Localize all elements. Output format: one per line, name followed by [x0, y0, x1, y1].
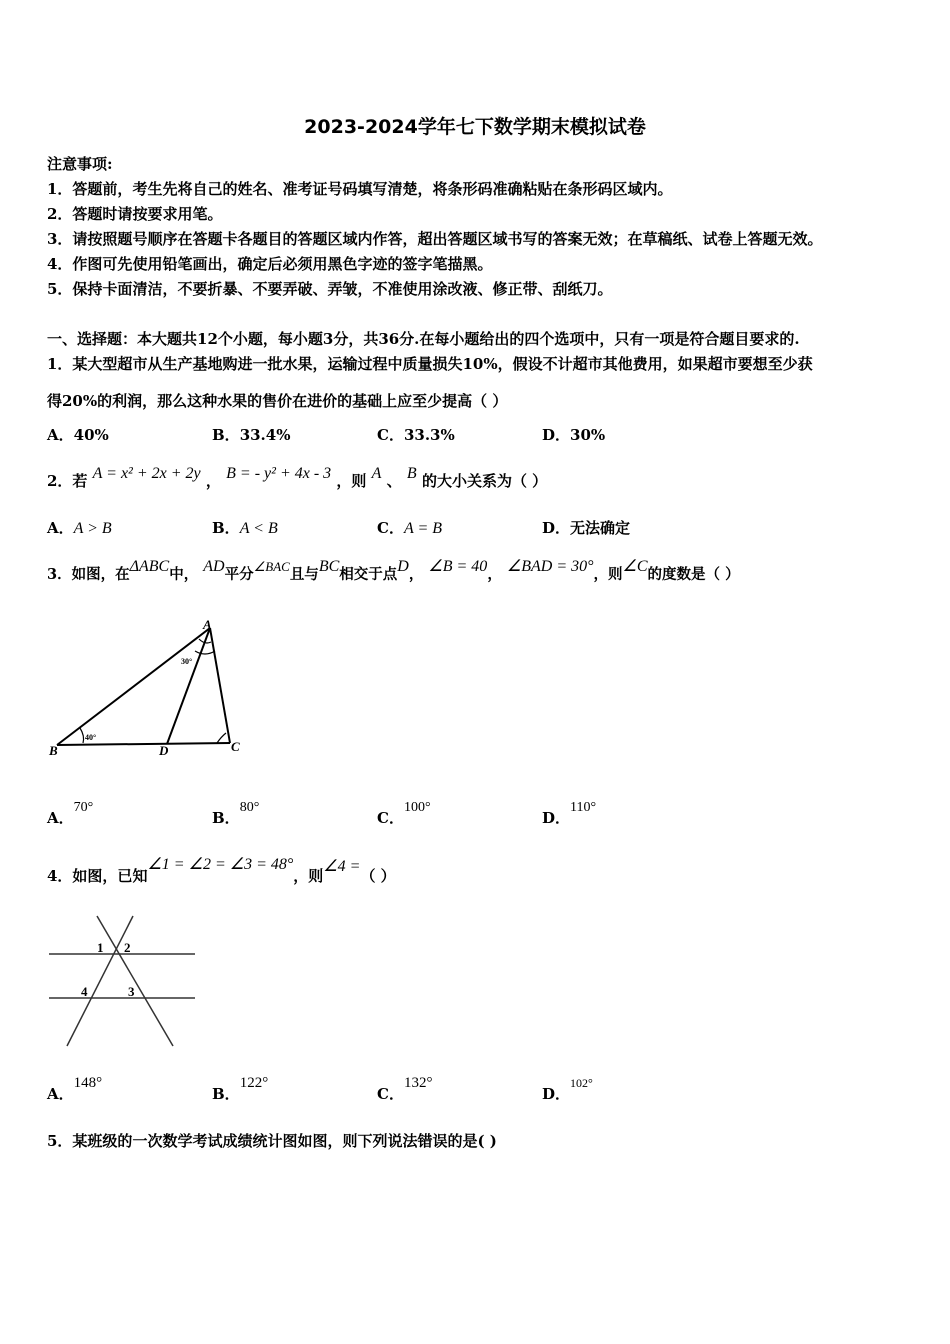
q3-bc: BC	[318, 558, 340, 575]
q2-sep: 、	[386, 472, 402, 490]
q4-option-c	[377, 1075, 433, 1104]
notice-heading: 注意事项:	[47, 155, 113, 173]
q2-prefix: 2．若	[47, 472, 88, 490]
q1-option-a	[47, 424, 109, 445]
option-value: A > B	[73, 520, 112, 537]
q3-angle-bad: ∠BAD = 30°	[506, 558, 594, 575]
option-label: B．	[212, 426, 240, 444]
option-label: D．	[542, 1085, 571, 1103]
q2-option-c	[377, 517, 442, 538]
option-value: 132°	[403, 1075, 433, 1091]
q4-text: 4．如图，已知	[47, 867, 148, 885]
q4-text: （ ）	[360, 867, 396, 885]
option-value: 30%	[570, 426, 606, 444]
notice-item: 1．答题前，考生先将自己的姓名、准考证号码填写清楚，将条形码准确粘贴在条形码区域内。	[47, 180, 673, 198]
notice-item: 2．答题时请按要求用笔。	[47, 205, 223, 223]
q1-option-b	[212, 424, 290, 445]
option-value: 148°	[73, 1075, 103, 1091]
q3-text: 的度数是（ ）	[647, 566, 740, 583]
option-value: 33.4%	[239, 426, 291, 444]
q1-line2: 得20%的利润，那么这种水果的售价在进价的基础上应至少提高（ ）	[47, 392, 508, 410]
q3-option-b	[212, 800, 260, 828]
option-value: 70°	[73, 800, 94, 815]
page-title: 2023-2024学年七下数学期末模拟试卷	[304, 116, 646, 138]
q2-suffix: 的大小关系为（ ）	[421, 472, 548, 490]
q2-option-b	[212, 517, 278, 538]
q4-option-a	[47, 1075, 103, 1104]
q3-triangle: ΔABC	[129, 558, 170, 575]
option-label: C．	[377, 519, 404, 537]
vertex-c-label: C	[231, 739, 240, 754]
q3-text: 相交于点	[339, 566, 398, 583]
q3-text: 平分	[224, 566, 254, 583]
angle-1-label: 1	[97, 940, 104, 955]
option-label: C．	[377, 1085, 404, 1103]
angle-b-label: 40°	[85, 733, 97, 742]
q3-text: 且与	[289, 566, 319, 583]
q4-ask: ∠4 =	[323, 858, 361, 875]
option-value: 110°	[570, 800, 597, 815]
q3-text: ，	[487, 566, 502, 583]
option-label: C．	[377, 426, 404, 444]
option-label: B．	[212, 809, 240, 827]
angle-2-label: 2	[124, 940, 131, 955]
angle-a-label: 30°	[181, 657, 193, 666]
q2-comma: ，	[205, 472, 221, 490]
q5-stem: 5．某班级的一次数学考试成绩统计图如图，则下列说法错误的是( )	[47, 1132, 497, 1150]
option-value: A < B	[239, 520, 278, 537]
notice-item: 4．作图可先使用铅笔画出，确定后必须用黑色字迹的签字笔描黑。	[47, 255, 493, 273]
option-value: 33.3%	[403, 426, 455, 444]
q4-given: ∠1 = ∠2 = ∠3 = 48°	[147, 856, 294, 873]
option-label: D．	[542, 426, 571, 444]
q2-mid: ，则	[336, 472, 367, 490]
q4-stem	[47, 856, 396, 886]
vertex-b-label: B	[49, 743, 58, 758]
q3-angle-b: ∠B = 40	[428, 558, 488, 575]
notice-item: 5．保持卡面清洁，不要折暴、不要弄破、弄皱，不准使用涂改液、修正带、刮纸刀。	[47, 280, 613, 298]
q3-d: D	[397, 558, 409, 575]
option-label: C．	[377, 809, 404, 827]
option-label: B．	[212, 519, 240, 537]
option-value: 40%	[73, 426, 109, 444]
q2-expr-a: A = x² + 2x + 2y	[92, 465, 201, 482]
q4-option-d	[542, 1076, 593, 1104]
vertex-d-label: D	[159, 743, 169, 758]
q3-option-a	[47, 800, 94, 828]
q3-option-c	[377, 800, 431, 828]
option-label: A．	[47, 809, 74, 827]
q3-triangle-figure	[45, 615, 255, 765]
q4-option-b	[212, 1075, 269, 1104]
option-label: A．	[47, 519, 74, 537]
option-label: A．	[47, 426, 74, 444]
vertex-a-label: A	[203, 617, 212, 632]
q3-text: 3．如图，在	[47, 566, 130, 583]
q4-parallel-lines-figure	[45, 912, 200, 1052]
q3-angle-bac: ∠BAC	[253, 559, 290, 574]
option-value: A = B	[403, 520, 443, 537]
q3-text: ，则	[593, 566, 623, 583]
q2-var-b: B	[406, 465, 417, 482]
option-value: 100°	[403, 800, 431, 815]
option-label: D．	[542, 809, 571, 827]
q2-stem	[47, 465, 548, 491]
option-value: 80°	[239, 800, 260, 815]
q2-expr-b: B = - y² + 4x - 3	[226, 465, 332, 482]
q3-stem	[47, 558, 740, 584]
q2-var-a: A	[371, 465, 382, 482]
q3-angle-c: ∠C	[622, 558, 648, 575]
option-label: D．	[542, 519, 571, 537]
section-heading: 一、选择题：本大题共12个小题，每小题3分，共36分.在每小题给出的四个选项中，只有一项是符合题目要求的.	[47, 330, 800, 348]
option-label: A．	[47, 1085, 74, 1103]
q4-text: ，则	[293, 867, 324, 885]
option-value: 102°	[570, 1076, 593, 1090]
q2-option-a	[47, 517, 112, 538]
option-value: 122°	[239, 1075, 269, 1091]
q1-option-d	[542, 424, 605, 445]
angle-4-label: 4	[81, 984, 88, 999]
angle-3-label: 3	[128, 984, 135, 999]
option-label: B．	[212, 1085, 240, 1103]
q3-text: ，	[408, 566, 424, 583]
notice-item: 3．请按照题号顺序在答题卡各题目的答题区域内作答，超出答题区域书写的答案无效；在草稿纸、试卷上答题无效。	[47, 230, 823, 248]
q1-option-c	[377, 424, 455, 445]
q3-option-d	[542, 800, 597, 828]
q2-option-d	[542, 517, 630, 538]
q3-text: 中，	[169, 566, 199, 583]
q3-ad: AD	[203, 558, 225, 575]
q1-line1: 1．某大型超市从生产基地购进一批水果，运输过程中质量损失10%，假设不计超市其他费用，如果超市要想至少获	[47, 355, 813, 373]
option-value: 无法确定	[570, 519, 631, 537]
